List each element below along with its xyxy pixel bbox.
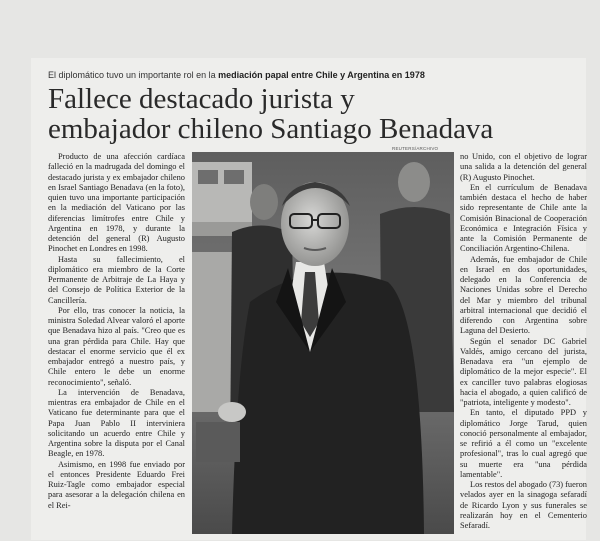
kicker bbox=[48, 70, 448, 80]
photo-illustration bbox=[192, 152, 454, 534]
paragraph: En tanto, el diputado PPD y diplomático Jorge Tarud, quien conoció personalmente al embajador, se refirió a él como un "excelente profesional", tras lo cual agregó que su muerte era "una pérdida lamentable". bbox=[460, 408, 587, 479]
paragraph: Hasta su fallecimiento, el diplomático era miembro de la Corte Permanente de Arbitraje de La Haya y del Consejo de Política Exterior de la Cancillería. bbox=[48, 254, 185, 305]
headline-line-1: Fallece destacado jurista y bbox=[48, 83, 355, 115]
article-column-1 bbox=[48, 152, 185, 534]
paragraph: Según el senador DC Gabriel Valdés, amigo cercano del jurista, Benadava era "un ejemplo de diplomático de la mejor especie". El ex canciller tuvo palabras elogiosas hacia el abogado, a quien calificó de "patriota, inteligente y modesto". bbox=[460, 336, 587, 407]
kicker-bold: mediación papal entre Chile y Argentina en 1978 bbox=[218, 70, 425, 80]
paragraph: no Unido, con el objetivo de lograr una salida a la detención del general (R) Augusto Pinochet. bbox=[460, 152, 587, 182]
photo-credit: REUTERS/ARCHIVO bbox=[392, 146, 439, 151]
headline bbox=[48, 84, 518, 144]
headline-line-2: embajador chileno Santiago Benadava bbox=[48, 113, 494, 145]
paragraph: Por ello, tras conocer la noticia, la ministra Soledad Alvear valoró el aporte que Benadava hizo al país. "Creo que es una gran pérdida para Chile. Hay que destacar el enorme servicio que él ex embajador entregó a nuestro país, y Chile entero le debe un enorme reconocimiento", señaló. bbox=[48, 305, 185, 387]
article-column-3 bbox=[460, 152, 587, 534]
kicker-prefix: El diplomático tuvo un importante rol en la bbox=[48, 70, 219, 80]
news-photo bbox=[192, 152, 454, 534]
paragraph: Asimismo, en 1998 fue enviado por el entonces Presidente Eduardo Frei Ruiz-Tagle como embajador especial para asesorar a la delegación chilena en el Rei- bbox=[48, 459, 185, 510]
paragraph: La intervención de Benadava, mientras era embajador de Chile en el Vaticano fue determinante para que el Papa Juan Pablo II interviniera solicitando un acuerdo entre Chile y Argentina sobre la disputa por el Canal Beagle, en 1978. bbox=[48, 387, 185, 459]
paragraph: Los restos del abogado (73) fueron velados ayer en la sinagoga sefaradí de Ricardo Lyon y sus funerales se realizarán hoy en el Cementerio Sefaradí. bbox=[460, 480, 587, 530]
paragraph: Además, fue embajador de Chile en Israel en dos oportunidades, delegado en la Conferencia de Naciones Unidas sobre el Derecho del Mar y miembro del tribunal arbitral internacional que decidió el diferendo con Argentina sobre Laguna del Desierto. bbox=[460, 254, 587, 336]
paragraph: En el currículum de Benadava también destaca el hecho de haber sido representante de Chile ante la Comisión Binacional de Cooperación Económica e Integración Física y ante la Comisión Permanente de Conciliación Argentino-Chilena. bbox=[460, 182, 587, 254]
paragraph: Producto de una afección cardíaca falleció en la madrugada del domingo el destacado jurista y ex embajador chileno en Israel Santiago Benadava (en la foto), quien tuvo una importante participación en la mediación del Vaticano por las diferencias limítrofes entre Chile y Argentina en 1978, y durante la detención del general (R) Augusto Pinochet en Londres en 1998. bbox=[48, 152, 185, 254]
